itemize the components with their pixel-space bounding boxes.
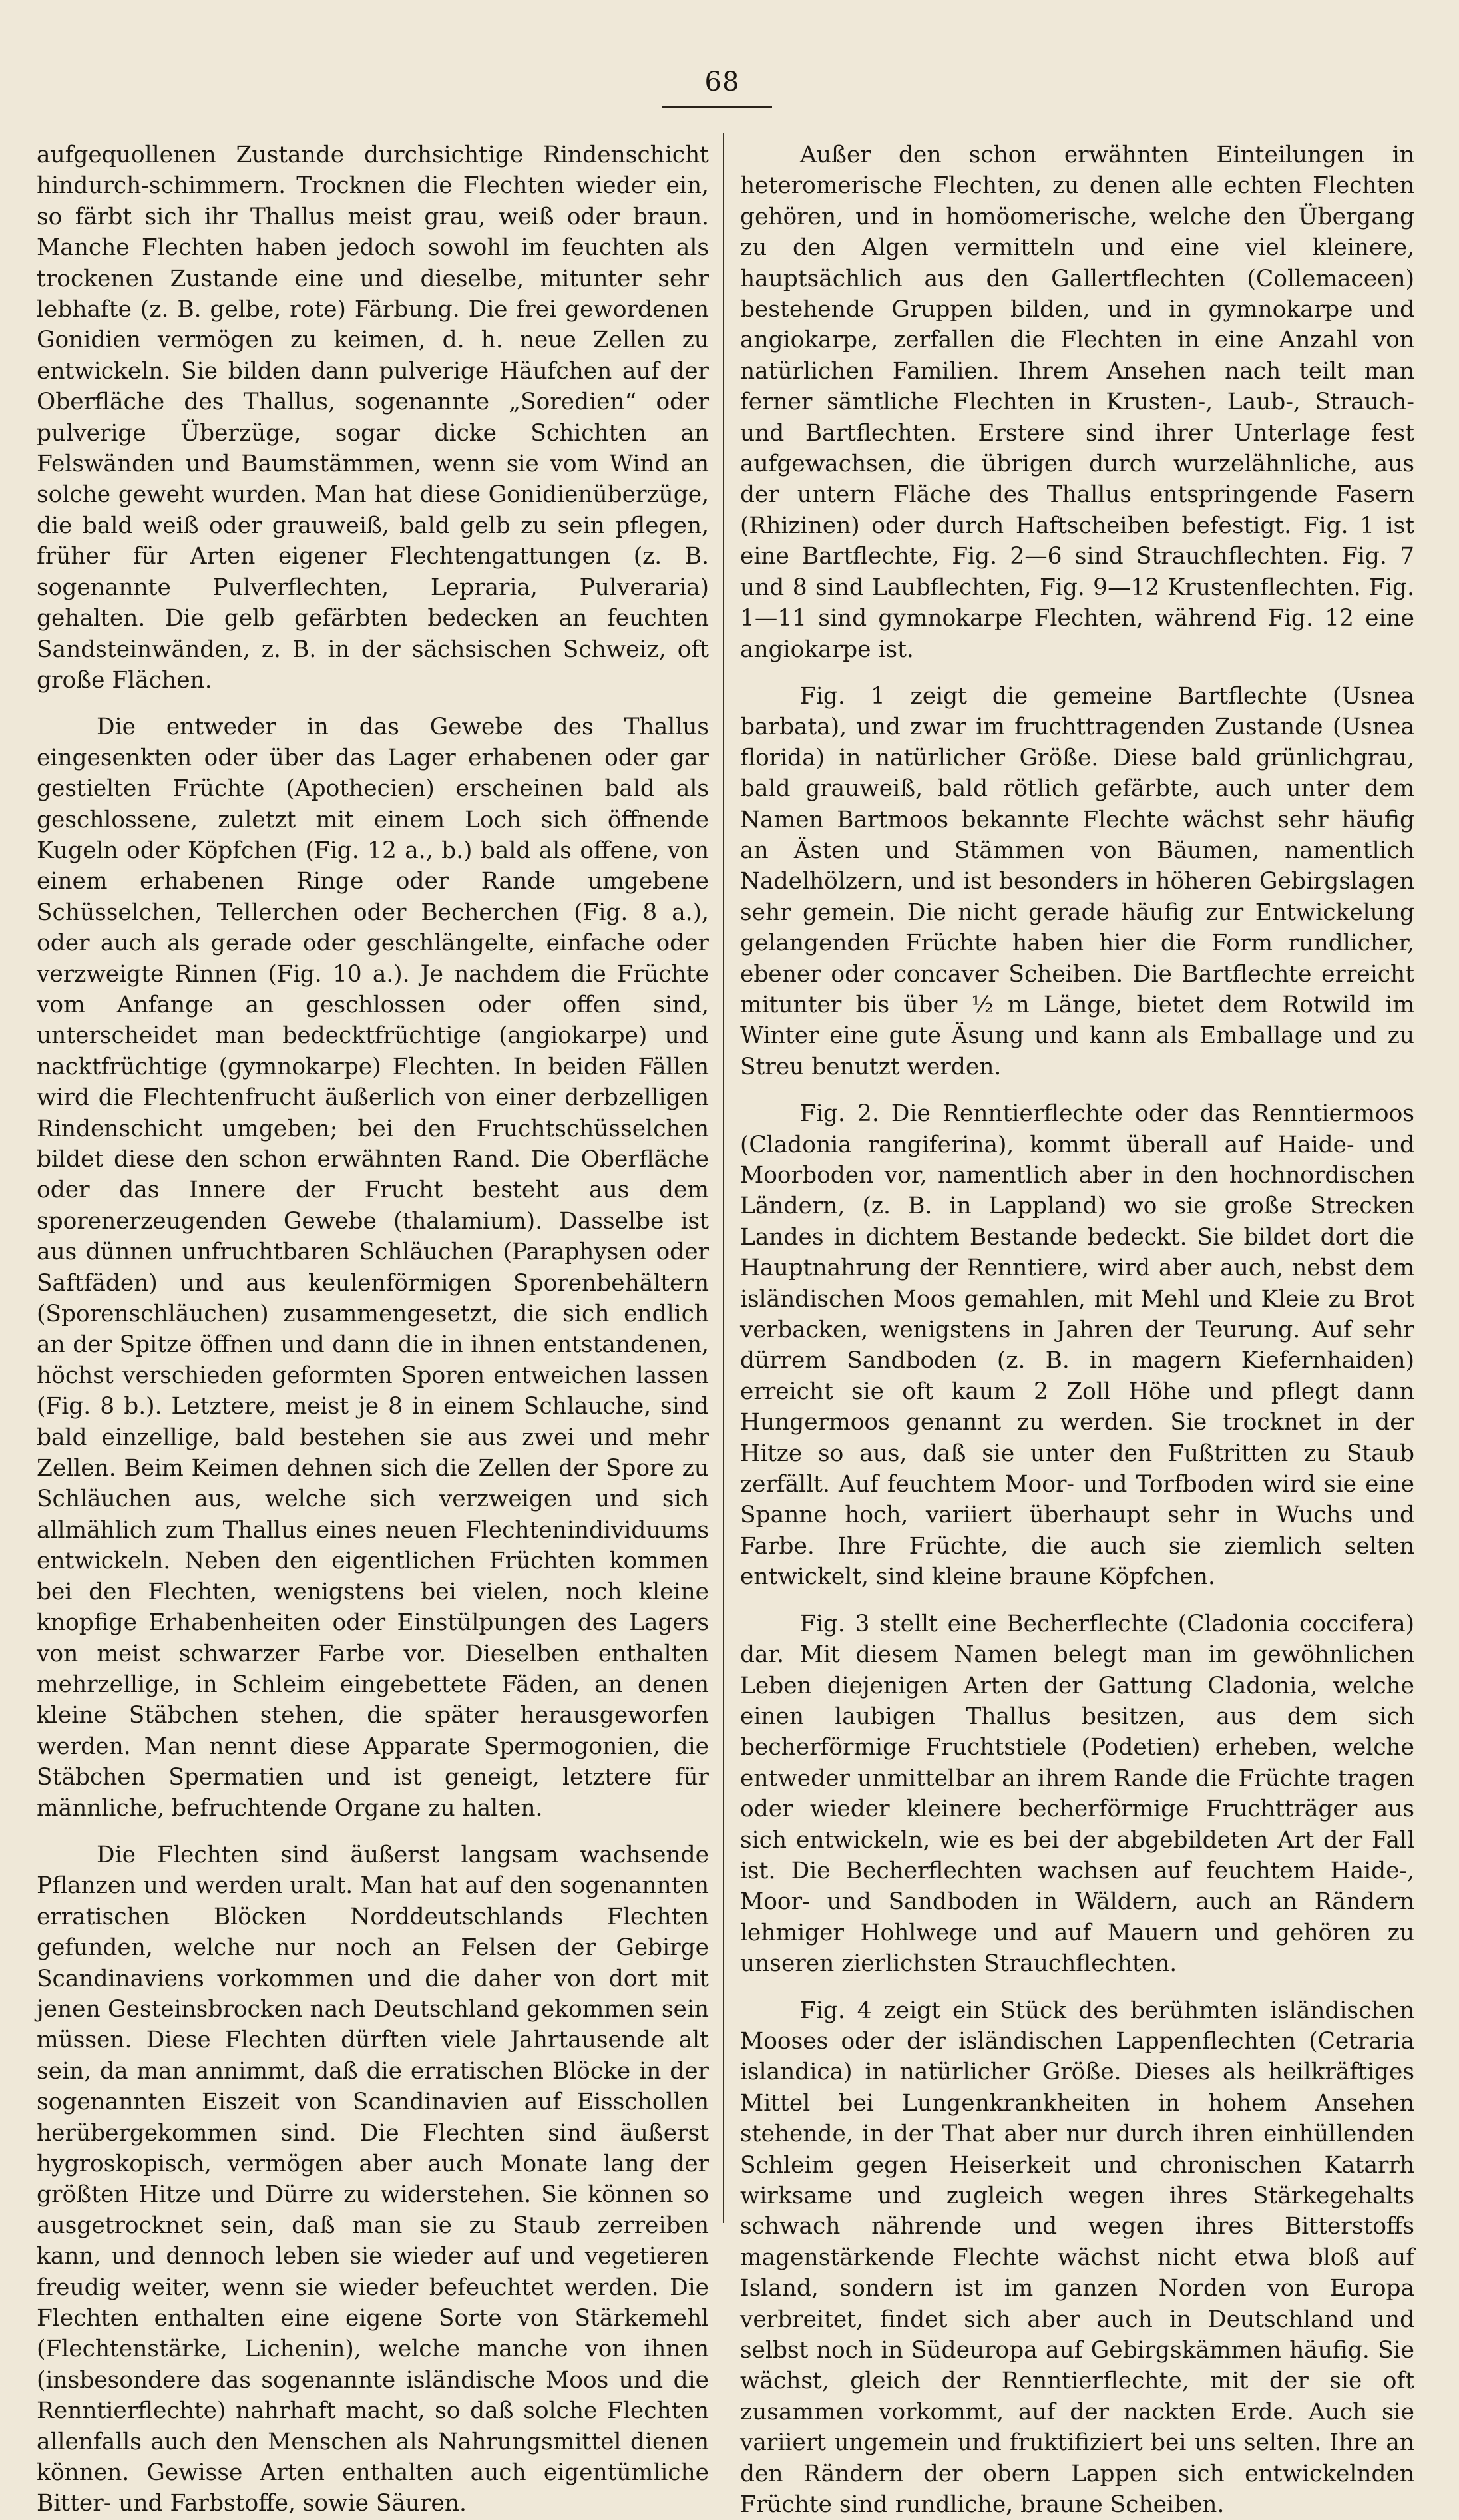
paragraph: Die entweder in das Gewebe des Thallus eingesenkten oder über das Lager erhabenen oder gar gestielten Früchte (Apothecien) erscheinen bald als geschlossene, zuletzt mit einem Loch sich öffnende Kugeln oder Köpfchen (Fig. 12 a., b.) bald als offene, von einem erhabenen Ringe oder Rande umgebene Schüsselchen, Tellerchen oder Becherchen (Fig. 8 a.), oder auch als gerade oder geschlängelte, einfache oder verzweigte Rinnen (Fig. 10 a.). Je nachdem die Früchte vom Anfange an geschlossen oder offen sind, unterscheidet man bedecktfrüchtige (angiokarpe) und nacktfrüchtige (gymnokarpe) Flechten. In beiden Fällen wird die Flechtenfrucht äußerlich von einer derbzelligen Rindenschicht umgeben; bei den Fruchtschüsselchen bildet diese den schon erwähnten Rand. Die Oberfläche oder das Innere der Frucht besteht aus dem sporenerzeugenden Gewebe (thalamium). Dasselbe ist aus dünnen unfruchtbaren Schläuchen (Paraphysen oder Saftfäden) und aus keulenförmigen Sporenbehältern (Sporenschläuchen) zusammengesetzt, die sich endlich an der Spitze öffnen und dann die in ihnen entstandenen, höchst verschieden geformten Sporen entweichen lassen (Fig. 8 b.). Letztere, meist je 8 in einem Schlauche, sind bald einzellige, bald bestehen sie aus zwei und mehr Zellen. Beim Keimen dehnen sich die Zellen der Spore zu Schläuchen aus, welche sich verzweigen und sich allmählich zum Thallus eines neuen Flechtenindividuums entwickeln. Neben den eigentlichen Früchten kommen bei den Flechten, wenigstens bei vielen, noch kleine knopfige Erhabenheiten oder Einstülpungen des Lagers von meist schwarzer Farbe vor. Dieselben enthalten mehrzellige, in Schleim eingebettete Fäden, an denen kleine Stäbchen stehen, die später herausgeworfen werden. Man nennt diese Apparate Spermogonien, die Stäbchen Spermatien und ist geneigt, letztere für männliche, befruchtende Organe zu halten. (37, 714, 709, 1822)
paragraph: Fig. 1 zeigt die gemeine Bartflechte (Usnea barbata), und zwar im fruchttragenden Zustande (Usnea florida) in natürlicher Größe. Diese bald grünlichgrau, bald grauweiß, bald rötlich gefärbte, auch unter dem Namen Bartmoos bekannte Flechte wächst sehr häufig an Ästen und Stämmen von Bäumen, namentlich Nadelhölzern, und ist besonders in höheren Gebirgslagen sehr gemein. Die nicht gerade häufig zur Entwickelung gelangenden Früchte haben hier die Form rundlicher, ebener oder concaver Scheiben. Die Bartflechte erreicht mitunter bis über ½ m Länge, bietet dem Rotwild im Winter eine gute Äsung und kann als Emballage und zu Streu benutzt werden. (740, 682, 1414, 1080)
header-rule (662, 106, 772, 108)
left-column (37, 140, 709, 2519)
paragraph: Fig. 4 zeigt ein Stück des berühmten isländischen Mooses oder der isländischen Lappenflechten (Cetraria islandica) in natürlicher Größe. Dieses als heilkräftiges Mittel bei Lungenkrankheiten in hohem Ansehen stehende, in der That aber nur durch ihren einhüllenden Schleim gegen Heiserkeit und chronischen Katarrh wirksame und zugleich wegen ihres Stärkegehalts schwach nährende und wegen ihres Bitterstoffs magenstärkende Flechte wächst nicht etwa bloß auf Island, sondern ist im ganzen Norden von Europa verbreitet, findet sich aber auch in Deutschland und selbst noch in Südeuropa auf Gebirgskämmen häufig. Sie wächst, gleich der Renntierflechte, mit der sie oft zusammen vorkommt, auf der nackten Erde. Auch sie variiert ungemein und fruktifiziert bei uns selten. Ihre an den Rändern der obern Lappen sich entwickelnden Früchte sind rundliche, braune Scheiben. (740, 1997, 1414, 2519)
paragraph: Fig. 2. Die Renntierflechte oder das Renntiermoos (Cladonia rangiferina), kommt überall auf Haide- und Moorboden vor, namentlich aber in den hochnordischen Ländern, (z. B. in Lappland) wo sie große Strecken Landes in dichtem Bestande bedeckt. Sie bildet dort die Hauptnahrung der Renntiere, wird aber auch, nebst dem isländischen Moos gemahlen, mit Mehl und Kleie zu Brot verbacken, wenigstens in Jahren der Teurung. Auf sehr dürrem Sandboden (z. B. in magern Kiefernhaiden) erreicht sie oft kaum 2 Zoll Höhe und pflegt dann Hungermoos genannt zu werden. Sie trocknet in der Hitze so aus, daß sie unter den Fußtritten zu Staub zerfällt. Auf feuchtem Moor- und Torfboden wird sie eine Spanne hoch, variiert überhaupt sehr in Wuchs und Farbe. Ihre Früchte, die auch sie ziemlich selten entwickelt, sind kleine braune Köpfchen. (740, 1100, 1414, 1591)
right-column (740, 140, 1414, 2520)
column-divider (723, 133, 724, 2223)
paragraph: Fig. 3 stellt eine Becherflechte (Cladonia coccifera) dar. Mit diesem Namen belegt man im gewöhnlichen Leben diejenigen Arten der Gattung Cladonia, welche einen laubigen Thallus besitzen, aus dem sich becherförmige Fruchtstiele (Podetien) erheben, welche entweder unmittelbar an ihrem Rande die Früchte tragen oder wieder kleinere becherförmige Fruchtträger aus sich entwickeln, wie es bei der abgebildeten Art der Fall ist. Die Becherflechten wachsen auf feuchtem Haide-, Moor- und Sandboden in Wäldern, auch an Rändern lehmiger Hohlwege und auf Mauern und gehören zu unseren zierlichsten Strauchflechten. (740, 1610, 1414, 1978)
page-number: 68 (704, 67, 740, 97)
paragraph: Außer den schon erwähnten Einteilungen in heteromerische Flechten, zu denen alle echten Flechten gehören, und in homöomerische, welche den Übergang zu den Algen vermitteln und eine viel kleinere, hauptsächlich aus den Gallertflechten (Collemaceen) bestehende Gruppen bilden, und in gymnokarpe und angiokarpe, zerfallen die Flechten in eine Anzahl von natürlichen Familien. Ihrem Ansehen nach teilt man ferner sämtliche Flechten in Krusten-, Laub-, Strauch- und Bartflechten. Erstere sind ihrer Unterlage fest aufgewachsen, die übrigen durch wurzelähnliche, aus der untern Fläche des Thallus entspringende Fasern (Rhizinen) oder durch Haftscheiben befestigt. Fig. 1 ist eine Bartflechte, Fig. 2—6 sind Strauchflechten. Fig. 7 und 8 sind Laubflechten, Fig. 9—12 Krustenflechten. Fig. 1—11 sind gymnokarpe Flechten, während Fig. 12 eine angiokarpe ist. (740, 142, 1414, 663)
paragraph: aufgequollenen Zustande durchsichtige Rindenschicht hindurch-schimmern. Trocknen die Flechten wieder ein, so färbt sich ihr Thallus meist grau, weiß oder braun. Manche Flechten haben jedoch sowohl im feuchten als trockenen Zustande eine und dieselbe, mitunter sehr lebhafte (z. B. gelbe, rote) Färbung. Die frei gewordenen Gonidien vermögen zu keimen, d. h. neue Zellen zu entwickeln. Sie bilden dann pulverige Häufchen auf der Oberfläche des Thallus, sogenannte „Soredien“ oder pulverige Überzüge, sogar dicke Schichten an Felswänden und Baumstämmen, wenn sie vom Wind an solche geweht wurden. Man hat diese Gonidienüberzüge, die bald weiß oder grauweiß, bald gelb zu sein pflegen, früher für Arten eigener Flechtengattungen (z. B. sogenannte Pulverflechten, Lepraria, Pulveraria) gehalten. Die gelb gefärbten bedecken an feuchten Sandsteinwänden, z. B. in der sächsischen Schweiz, oft große Flächen. (37, 142, 709, 694)
paragraph: Die Flechten sind äußerst langsam wachsende Pflanzen und werden uralt. Man hat auf den sogenannten erratischen Blöcken Norddeutschlands Flechten gefunden, welche nur noch an Felsen der Gebirge Scandinaviens vorkommen und die daher von dort mit jenen Gesteinsbrocken nach Deutschland gekommen sein müssen. Diese Flechten dürften viele Jahrtausende alt sein, da man annimmt, daß die erratischen Blöcke in der sogenannten Eiszeit von Scandinavien auf Eisschollen herübergekommen sind. Die Flechten sind äußerst hygroskopisch, vermögen aber auch Monate lang der größten Hitze und Dürre zu widerstehen. Sie können so ausgetrocknet sein, daß man sie zu Staub zerreiben kann, und dennoch leben sie wieder auf und vegetieren freudig weiter, wenn sie wieder befeuchtet werden. Die Flechten enthalten eine eigene Sorte von Stärkemehl (Flechtenstärke, Lichenin), welche manche von ihnen (insbesondere das sogenannte isländische Moos und die Renntierflechte) nahrhaft macht, so daß solche Flechten allenfalls auch den Menschen als Nahrungsmittel dienen können. Gewisse Arten enthalten auch eigentümliche Bitter- und Farbstoffe, sowie Säuren. (37, 1841, 709, 2517)
